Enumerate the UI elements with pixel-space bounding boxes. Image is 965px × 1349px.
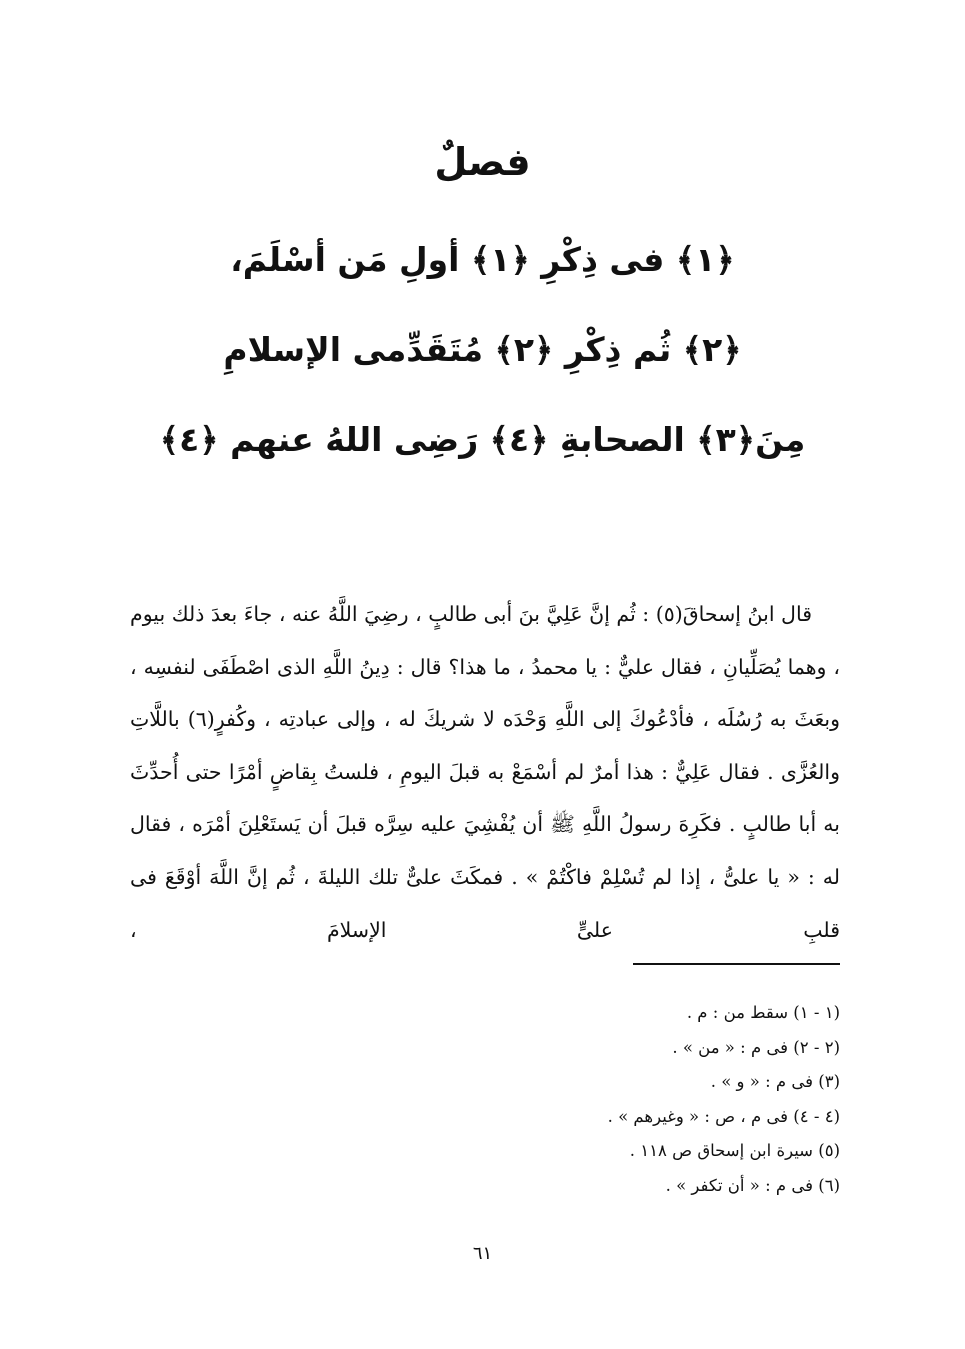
footnote-2: (٢ - ٢) فى م : « من » .	[672, 1037, 840, 1057]
footnote-1: (١ - ١) سقط من : م .	[686, 1003, 840, 1022]
footnote-6: (٦) فى م : « أن تكفر » .	[665, 1175, 840, 1195]
footnote-separator	[633, 963, 840, 965]
section-subtitle-line-2: ﴿٢﴾ ثُم ذِكْرِ ﴿٢﴾ مُتَقَدِّمى الإسلامِ	[223, 330, 742, 369]
section-title: فصلٌ	[434, 140, 531, 184]
footnote-4: (٤ - ٤) فى م ، ص : « وغيرهم » .	[607, 1106, 840, 1126]
section-subtitle-line-1: ﴿١﴾ فى ذِكْرِ ﴿١﴾ أولِ مَن أسْلَمَ،	[230, 240, 735, 279]
footnote-5: (٥) سيرة ابن إسحاق ص ١١٨ .	[629, 1141, 840, 1160]
footnote-3: (٣) فى م : « و » .	[710, 1072, 840, 1091]
section-subtitle-line-3: مِنَ﴿٣﴾ الصحابةِ ﴿٤﴾ رَضِى اللهُ عنهم ﴿٤﴾	[159, 420, 806, 459]
body-paragraph: قال ابنُ إسحاقَ(٥) : ثُم إنَّ عَلِيَّ بنَ أبى طالبٍ ، رضِيَ اللَّهُ عنه ، جاءَ بعدَ ذلك بيوم ، وهما يُصَلِّيانِ ، فقال عليٌّ : يا محمدُ ، ما هذا؟ قال : دِينُ اللَّهِ الذى اصْطَفَى لنفسِه ، وبعَثَ به رُسُلَه ، فأدْعُوكَ إلى اللَّهِ وَحْدَه لا شريكَ له ، وإلى عبادتِه ، وكُفرٍ(٦) باللَّاتِ والعُزَّى . فقال عَلِيٌّ : هذا أمرٌ لم أسْمَعْ به قبلَ اليومِ ، فلستُ بِقاضٍ أمْرًا حتى أُحدِّثَ به أبا طالبٍ . فكَرِهَ رسولُ اللَّهِ ﷺ أن يُفْشِيَ عليه سِرَّه قبلَ أن يَستَعْلِنَ أمْرَه ، فقال له : « يا علىُّ ، إذا لم تُسْلِمْ فاكْتُمْ » . فمكَثَ علىٌّ تلك الليلةَ ، ثُم إنَّ اللَّهَ أوْقَعَ فى قلبِ علىٍّ الإسلامَ ،	[130, 602, 840, 942]
main-text	[130, 588, 840, 956]
page-number: ٦١	[472, 1243, 493, 1264]
footnotes-list	[400, 996, 840, 1203]
